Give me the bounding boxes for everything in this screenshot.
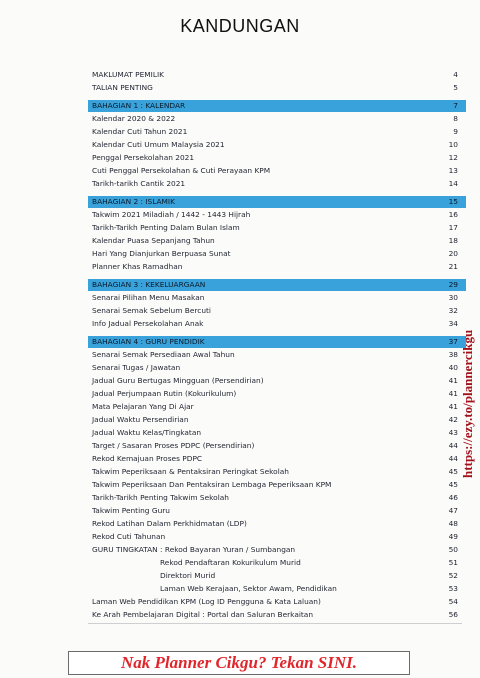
toc-entry[interactable] [88,151,466,164]
toc-entry-title: Rekod Latihan Dalam Perkhidmatan (LDP) [92,519,247,528]
toc-entry[interactable] [88,413,466,426]
toc-entry-title: Rekod Kemajuan Proses PDPC [92,454,203,463]
toc-page-number: 47 [448,506,458,515]
toc-page-number: 46 [448,493,458,502]
toc-page-number: 56 [448,610,458,619]
toc-page-number: 21 [448,262,458,271]
toc-entry-title: Tarikh-tarikh Cantik 2021 [92,179,186,188]
section-header[interactable] [88,100,466,112]
promo-banner[interactable]: Nak Planner Cikgu? Tekan SINI. [68,651,410,675]
toc-entry[interactable] [88,317,466,330]
toc-page-number: 32 [448,306,458,315]
toc-page-number: 20 [448,249,458,258]
toc-page-number: 42 [448,415,458,424]
toc-entry[interactable] [88,81,466,94]
toc-page-number: 30 [448,293,458,302]
toc-page-number: 5 [453,83,458,92]
toc-page-number: 44 [448,454,458,463]
toc-entry[interactable] [88,125,466,138]
toc-entry[interactable] [88,491,466,504]
toc-page-number: 41 [448,402,458,411]
toc-page-number: 38 [448,350,458,359]
toc-entry-title: Senarai Tugas / Jawatan [92,363,181,372]
toc-page-number: 53 [448,584,458,593]
toc-page-number: 45 [448,467,458,476]
toc-entry-title: Target / Sasaran Proses PDPC (Persendirian) [92,441,255,450]
toc-entry[interactable] [88,221,466,234]
toc-page-number: 18 [448,236,458,245]
toc-entry-title: GURU TINGKATAN : Rekod Bayaran Yuran / Sumbangan [92,545,296,554]
toc-entry-title: BAHAGIAN 1 : KALENDAR [92,101,186,110]
toc-page-number: 16 [448,210,458,219]
toc-page-number: 7 [453,101,458,110]
toc-page-number: 17 [448,223,458,232]
toc-entry-title: Kalendar Puasa Sepanjang Tahun [92,236,215,245]
toc-entry[interactable] [88,304,466,317]
toc-entry[interactable] [88,112,466,125]
toc-entry[interactable] [88,452,466,465]
toc-entry[interactable] [88,247,466,260]
toc-entry-title: Jadual Waktu Kelas/Tingkatan [92,428,202,437]
toc-entry-title: Cuti Penggal Persekolahan & Cuti Perayaan KPM [92,166,271,175]
toc-page-number: 15 [448,197,458,206]
toc-entry-title: Planner Khas Ramadhan [92,262,183,271]
toc-entry[interactable] [88,569,466,582]
toc-entry-title: Rekod Pendaftaran Kokurikulum Murid [160,558,301,567]
toc-page-number: 43 [448,428,458,437]
toc-entry[interactable] [88,164,466,177]
toc-entry[interactable] [88,543,466,556]
toc-entry[interactable] [88,517,466,530]
section-header[interactable] [88,279,466,291]
toc-entry-title: Senarai Semak Persediaan Awal Tahun [92,350,235,359]
toc-page-number: 44 [448,441,458,450]
toc-entry-title: BAHAGIAN 4 : GURU PENDIDIK [92,337,205,346]
toc-page-number: 51 [448,558,458,567]
toc-page-number: 54 [448,597,458,606]
toc-entry-title: Rekod Cuti Tahunan [92,532,166,541]
toc-entry-title: Laman Web Pendidikan KPM (Log ID Pengguna & Kata Laluan) [92,597,321,606]
toc-entry[interactable] [88,260,466,273]
section-header[interactable] [88,336,466,348]
toc-page-number: 41 [448,389,458,398]
toc-entry-title: BAHAGIAN 3 : KEKELUARGAAN [92,280,206,289]
toc-entry[interactable] [88,478,466,491]
toc-entry-title: Senarai Semak Sebelum Bercuti [92,306,211,315]
toc-entry-title: MAKLUMAT PEMILIK [92,70,164,79]
toc-entry[interactable] [88,504,466,517]
toc-page-number: 14 [448,179,458,188]
toc-entry-title: Jadual Waktu Persendirian [92,415,189,424]
toc-entry-title: Kalendar 2020 & 2022 [92,114,176,123]
toc-entry[interactable] [88,426,466,439]
toc-page-number: 13 [448,166,458,175]
toc-page-number: 29 [448,280,458,289]
toc-page-number: 10 [448,140,458,149]
toc-page-number: 52 [448,571,458,580]
toc-entry-title: Senarai Pilihan Menu Masakan [92,293,205,302]
toc-page-number: 50 [448,545,458,554]
toc-entry-title: Jadual Perjumpaan Rutin (Kokurikulum) [92,389,237,398]
toc-entry-title: Direktori Murid [160,571,216,580]
toc-entry[interactable] [88,374,466,387]
toc-entry-title: Jadual Guru Bertugas Mingguan (Persendirian) [92,376,264,385]
toc-entry-title: TALIAN PENTING [92,83,153,92]
toc-entry-title: Kalendar Cuti Umum Malaysia 2021 [92,140,225,149]
toc-entry-title: Penggal Persekolahan 2021 [92,153,195,162]
toc-entry[interactable] [88,582,466,595]
toc-page-number: 8 [453,114,458,123]
toc-entry[interactable] [88,530,466,543]
toc-entry[interactable] [88,608,466,621]
toc-entry[interactable] [88,400,466,413]
table-of-contents [88,68,466,621]
toc-entry-title: Takwim Peperiksaan & Pentaksiran Peringkat Sekolah [92,467,289,476]
toc-page-number: 48 [448,519,458,528]
toc-entry-title: Takwim Peperiksaan Dan Pentaksiran Lembaga Peperiksaan KPM [92,480,332,489]
toc-entry[interactable] [88,234,466,247]
toc-entry-title: Info Jadual Persekolahan Anak [92,319,204,328]
toc-entry-title: Takwim 2021 Miladiah / 1442 - 1443 Hijrah [92,210,251,219]
toc-entry[interactable] [88,595,466,608]
toc-entry[interactable] [88,68,466,81]
toc-entry-title: Hari Yang Dianjurkan Berpuasa Sunat [92,249,231,258]
toc-page-number: 34 [448,319,458,328]
toc-entry[interactable] [88,556,466,569]
toc-entry[interactable] [88,177,466,190]
toc-entry[interactable] [88,138,466,151]
toc-entry[interactable] [88,439,466,452]
toc-entry-title: Kalendar Cuti Tahun 2021 [92,127,188,136]
toc-entry[interactable] [88,465,466,478]
toc-entry-title: Tarikh-Tarikh Penting Takwim Sekolah [92,493,229,502]
toc-entry[interactable] [88,208,466,221]
toc-entry-title: Takwim Penting Guru [92,506,170,515]
section-header[interactable] [88,196,466,208]
toc-page-number: 49 [448,532,458,541]
toc-entry-title: Ke Arah Pembelajaran Digital : Portal dan Saluran Berkaitan [92,610,314,619]
toc-entry-title: Laman Web Kerajaan, Sektor Awam, Pendidikan [160,584,337,593]
toc-page-number: 4 [453,70,458,79]
toc-page-number: 12 [448,153,458,162]
toc-entry[interactable] [88,361,466,374]
page-title: KANDUNGAN [180,16,300,36]
toc-page-number: 40 [448,363,458,372]
toc-entry[interactable] [88,291,466,304]
watermark-link[interactable]: https://ezy.to/plannercikgu [460,329,475,478]
divider [88,623,462,624]
toc-entry[interactable] [88,387,466,400]
toc-entry-title: BAHAGIAN 2 : ISLAMIK [92,197,175,206]
toc-entry-title: Tarikh-Tarikh Penting Dalam Bulan Islam [92,223,240,232]
toc-page-number: 41 [448,376,458,385]
toc-entry[interactable] [88,348,466,361]
toc-page-number: 9 [453,127,458,136]
toc-page-number: 37 [448,337,458,346]
toc-page-number: 45 [448,480,458,489]
toc-entry-title: Mata Pelajaran Yang Di Ajar [92,402,194,411]
